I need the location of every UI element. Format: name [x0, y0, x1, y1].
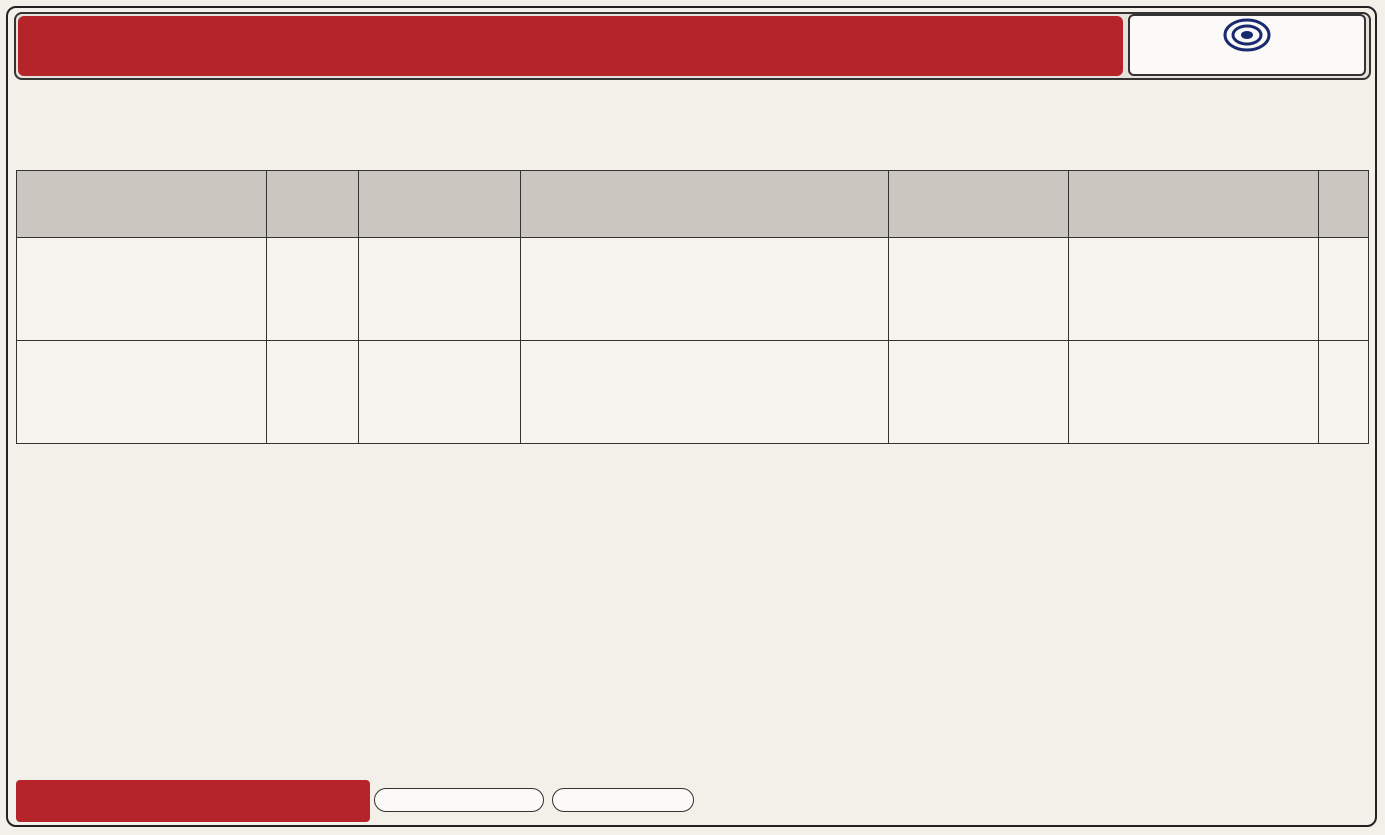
terms-right-column: [702, 444, 1368, 814]
row-num: [1319, 238, 1369, 341]
footer-code: [552, 788, 694, 812]
footer-ad-id: [374, 788, 544, 812]
row-subject: [1069, 341, 1319, 444]
header-duration: [267, 171, 359, 238]
row-num: [1319, 341, 1369, 444]
row-subject: [1069, 238, 1319, 341]
table-row: [17, 238, 1369, 341]
org-logo-box: [1128, 14, 1366, 76]
header-call-number: [889, 171, 1069, 238]
table-header-row: [17, 171, 1369, 238]
row-deposit: [359, 341, 521, 444]
row-duration: [267, 341, 359, 444]
org-logo-icon: [1222, 18, 1272, 52]
intro-paragraph: [16, 88, 1368, 164]
header-subject: [1069, 171, 1319, 238]
row-location: [17, 238, 267, 341]
header-row-num: [1319, 171, 1369, 238]
title-banner: [18, 16, 1123, 76]
row-call-number: [889, 238, 1069, 341]
header-deposit: [359, 171, 521, 238]
org-name-small: [1136, 54, 1358, 72]
page-title: [58, 22, 1108, 70]
row-duration: [267, 238, 359, 341]
header-base-price: [521, 171, 889, 238]
row-deposit: [359, 238, 521, 341]
footer-org-name: [16, 780, 370, 822]
auction-table: [16, 170, 1369, 444]
row-location: [17, 341, 267, 444]
row-call-number: [889, 341, 1069, 444]
table-row: [17, 341, 1369, 444]
terms-left-column: [16, 444, 696, 774]
row-base-price: [521, 341, 889, 444]
row-base-price: [521, 238, 889, 341]
header-location: [17, 171, 267, 238]
